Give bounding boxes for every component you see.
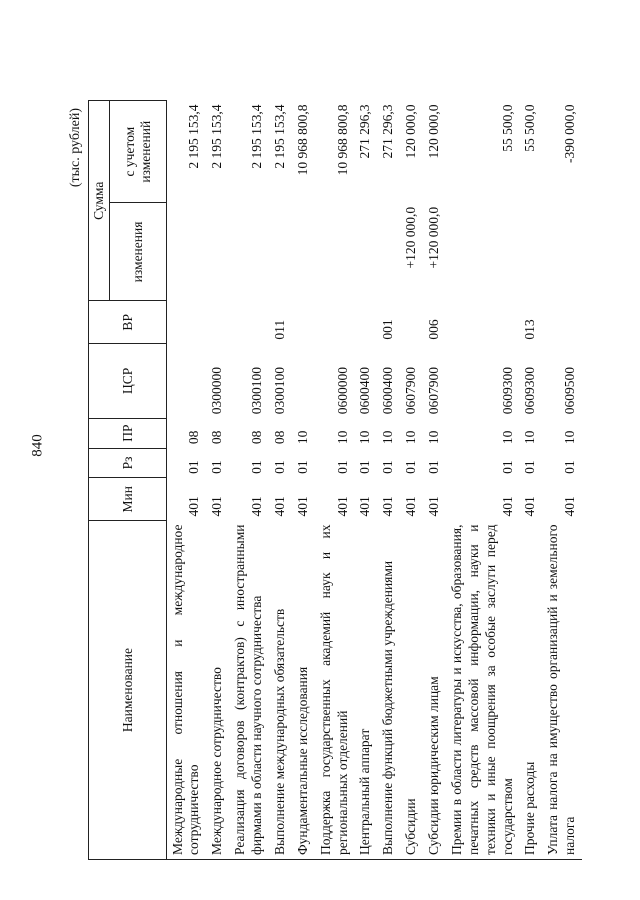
row-name: Уплата налога на имущество организаций и земельного налога	[545, 524, 578, 855]
row-rz: 01	[249, 460, 265, 474]
row-pr: 10	[334, 430, 350, 445]
row-csr	[166, 344, 206, 419]
row-total: 55 500,0	[499, 104, 515, 152]
table-row	[519, 101, 542, 860]
row-pr: 08	[186, 430, 202, 445]
header-csr: ЦСР	[89, 344, 167, 419]
row-pr: 10	[403, 430, 419, 445]
row-min: 401	[334, 496, 350, 517]
row-name: Центральный аппарат	[357, 728, 373, 855]
row-name: Прочие расходы	[522, 761, 538, 855]
row-rz: 01	[209, 460, 225, 474]
row-total: 271 296,3	[380, 104, 396, 159]
row-csr: 0300000	[209, 366, 225, 415]
row-rz: 01	[294, 460, 310, 474]
row-pr: 10	[522, 430, 538, 445]
row-vr: 006	[426, 319, 442, 340]
row-pr: 10	[426, 430, 442, 445]
row-rz: 01	[380, 460, 396, 474]
row-name: Международные отношения и международное сотрудничество	[169, 524, 202, 855]
row-min: 401	[271, 496, 287, 517]
row-vr: 011	[271, 319, 287, 340]
row-change	[269, 203, 292, 301]
header-changes: изменения	[109, 203, 166, 301]
header-sum: Сумма	[89, 101, 110, 301]
row-csr: 0607900	[426, 366, 442, 415]
row-total: 120 000,0	[403, 104, 419, 159]
table-row	[315, 101, 355, 860]
row-rz: 01	[562, 460, 578, 474]
row-min: 401	[357, 496, 373, 517]
header-rz: Рз	[89, 448, 167, 478]
row-change: +120 000,0	[426, 206, 442, 269]
row-vr	[315, 301, 355, 344]
row-csr	[292, 344, 315, 419]
row-rz: 01	[271, 460, 287, 474]
row-pr: 10	[357, 430, 373, 445]
row-name: Международное сотрудничество	[209, 667, 225, 855]
row-pr: 08	[209, 430, 225, 445]
row-min: 401	[249, 496, 265, 517]
row-min: 401	[522, 496, 538, 517]
row-csr: 0600400	[357, 366, 373, 415]
row-csr: 0609300	[522, 366, 538, 415]
header-with-changes: с учетом изменений	[109, 101, 166, 203]
row-vr	[229, 301, 269, 344]
row-vr	[542, 301, 582, 344]
row-csr: 0300100	[249, 366, 265, 415]
row-change	[206, 203, 229, 301]
header-vr: ВР	[89, 301, 167, 344]
row-name: Поддержка государственных академий наук и их региональных отделений	[317, 524, 350, 855]
row-total: 271 296,3	[357, 104, 373, 159]
row-pr: 08	[271, 430, 287, 445]
row-csr: 0600400	[380, 366, 396, 415]
row-name: Субсидии	[403, 798, 419, 855]
budget-table	[88, 100, 582, 860]
row-change: +120 000,0	[403, 206, 419, 269]
row-total: 10 968 800,8	[334, 104, 350, 176]
row-change	[354, 203, 377, 301]
row-change	[166, 203, 206, 301]
row-total: 2 195 153,4	[271, 104, 287, 169]
row-total: 2 195 153,4	[209, 104, 225, 169]
table-row	[542, 101, 582, 860]
row-change	[519, 203, 542, 301]
row-change	[229, 203, 269, 301]
row-change	[542, 203, 582, 301]
row-vr	[292, 301, 315, 344]
row-vr	[354, 301, 377, 344]
table-row	[377, 101, 400, 860]
row-rz: 01	[186, 460, 202, 474]
row-vr	[400, 301, 423, 344]
table-row	[446, 101, 520, 860]
row-rz: 01	[403, 460, 419, 474]
row-vr: 013	[522, 319, 538, 340]
row-rz: 01	[334, 460, 350, 474]
table-row	[292, 101, 315, 860]
page-number: 840	[29, 434, 46, 457]
row-total: 10 968 800,8	[294, 104, 310, 176]
row-change	[446, 203, 520, 301]
rotated-budget-sheet	[66, 100, 606, 860]
row-min: 401	[380, 496, 396, 517]
row-name: Выполнение международных обязательств	[271, 608, 287, 855]
row-min: 401	[294, 496, 310, 517]
row-name: Выполнение функций бюджетными учреждениями	[380, 560, 396, 855]
table-row	[354, 101, 377, 860]
row-change	[292, 203, 315, 301]
table-row	[166, 101, 206, 860]
row-vr	[166, 301, 206, 344]
row-vr	[446, 301, 520, 344]
row-name: Реализация договоров (контрактов) с иностранными фирмами в области научного сотрудничества	[232, 524, 265, 855]
row-rz: 01	[426, 460, 442, 474]
row-total: 2 195 153,4	[186, 104, 202, 169]
header-pr: ПР	[89, 418, 167, 448]
row-csr: 0607900	[403, 366, 419, 415]
row-total: -390 000,0	[562, 104, 578, 163]
row-min: 401	[403, 496, 419, 517]
row-min: 401	[426, 496, 442, 517]
row-min: 401	[562, 496, 578, 517]
row-total: 2 195 153,4	[249, 104, 265, 169]
row-rz: 01	[499, 460, 515, 474]
row-min: 401	[186, 496, 202, 517]
row-vr	[206, 301, 229, 344]
table-row	[229, 101, 269, 860]
row-csr: 0300100	[271, 366, 287, 415]
row-name: Премии в области литературы и искусства, образования, печатных средств массовой информации, науки и техники и иные поощрения за особые заслуги перед государством	[448, 524, 515, 855]
table-row	[269, 101, 292, 860]
row-rz: 01	[357, 460, 373, 474]
units-note: (тыс. рублей)	[68, 108, 83, 188]
row-min: 401	[499, 496, 515, 517]
row-pr: 10	[380, 430, 396, 445]
row-min: 401	[209, 496, 225, 517]
row-change	[315, 203, 355, 301]
row-change	[377, 203, 400, 301]
row-total: 120 000,0	[426, 104, 442, 159]
table-row	[206, 101, 229, 860]
row-pr: 08	[249, 430, 265, 445]
table-body	[166, 101, 582, 860]
row-csr: 0609300	[499, 366, 515, 415]
header-name: Наименование	[89, 521, 167, 860]
row-total: 55 500,0	[522, 104, 538, 152]
row-csr: 0600000	[334, 366, 350, 415]
header-min: Мин	[89, 478, 167, 521]
row-vr: 001	[380, 319, 396, 340]
row-pr: 10	[294, 430, 310, 445]
row-csr: 0609500	[562, 366, 578, 415]
row-rz: 01	[522, 460, 538, 474]
row-name: Субсидии юридическим лицам	[426, 676, 442, 855]
table-header	[89, 101, 167, 860]
table-row	[423, 101, 446, 860]
row-pr: 10	[499, 430, 515, 445]
row-pr: 10	[562, 430, 578, 445]
table-row	[400, 101, 423, 860]
row-name: Фундаментальные исследования	[294, 666, 310, 855]
